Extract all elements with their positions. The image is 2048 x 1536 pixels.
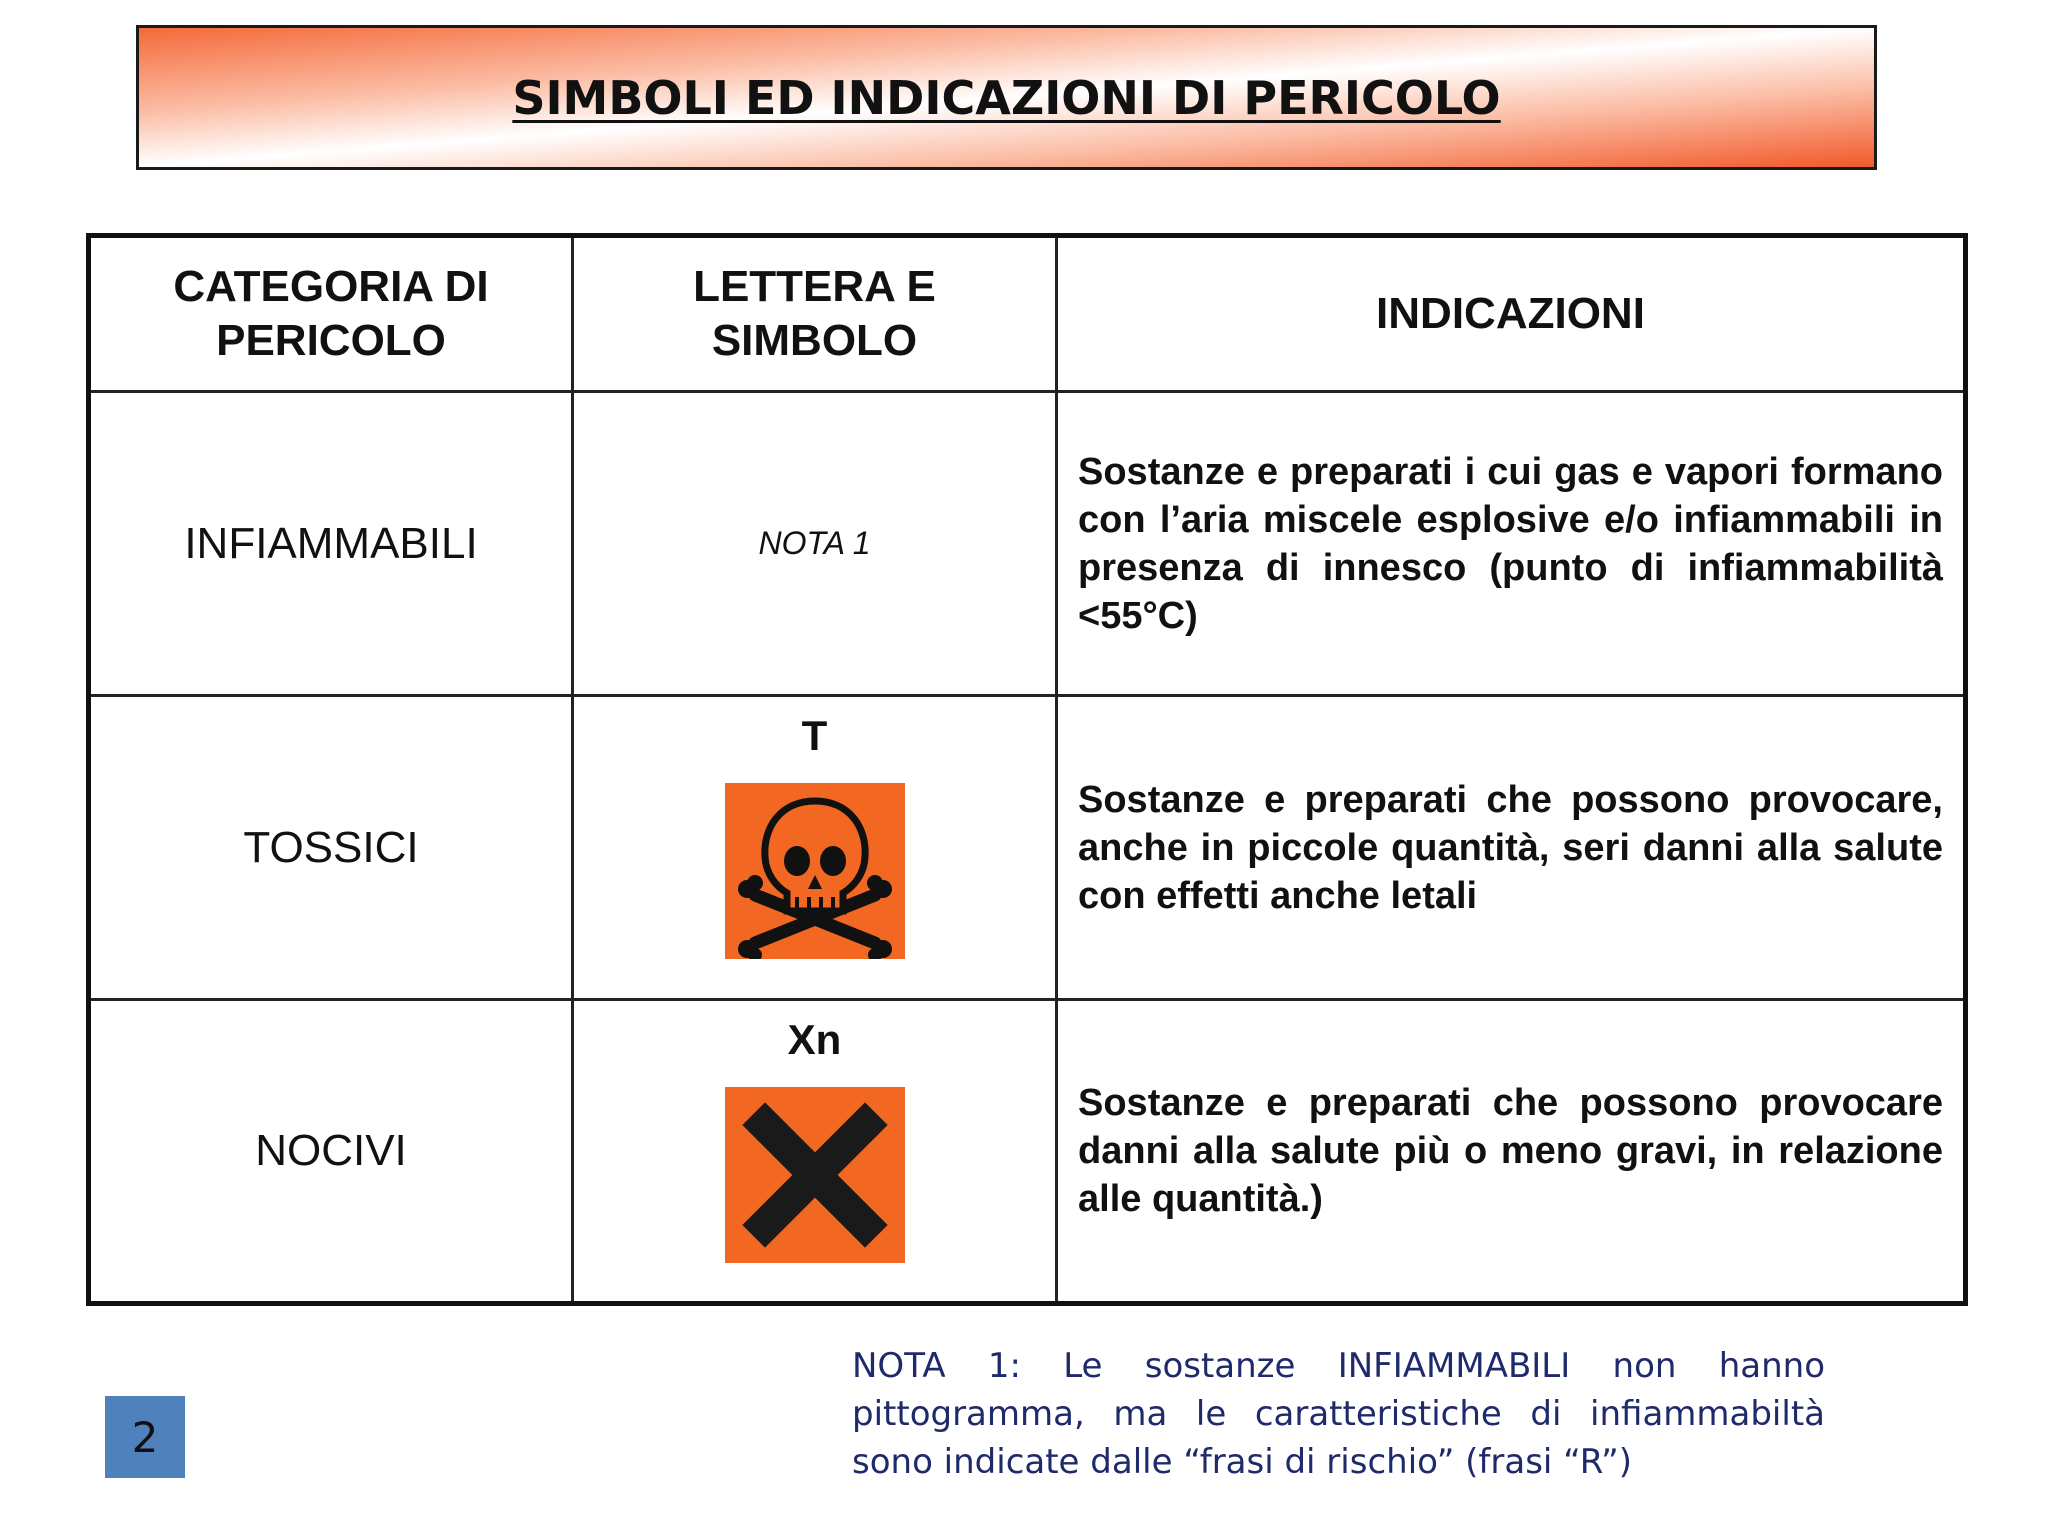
- header-indications: INDICAZIONI: [1057, 236, 1966, 392]
- indication-text: Sostanze e preparati che possono provocare danni alla salute più o meno gravi, in relazione alle quantità.): [1078, 1082, 1943, 1220]
- header-symbol: LETTERA E SIMBOLO: [573, 236, 1057, 392]
- symbol-cell: [573, 1000, 1057, 1304]
- indication-text: Sostanze e preparati che possono provocare, anche in piccole quantità, seri danni alla salute con effetti anche letali: [1078, 778, 1943, 917]
- nota-reference: NOTA 1: [758, 525, 871, 561]
- footnote: NOTA 1: Le sostanze INFIAMMABILI non hanno pittogramma, ma le caratteristiche di infiammabiltà sono indicate dalle “frasi di rischio” (frasi “R”): [852, 1346, 1825, 1482]
- category-cell: NOCIVI: [89, 1000, 573, 1304]
- table-header-row: [89, 236, 1966, 392]
- table-row-infiammabili: [89, 392, 1966, 696]
- hazard-letter: Xn: [787, 1016, 842, 1063]
- hazard-letter: T: [801, 712, 828, 759]
- page-number-badge: 2: [105, 1396, 185, 1478]
- page-title: SIMBOLI ED INDICAZIONI DI PERICOLO: [512, 70, 1501, 125]
- hazard-table: [86, 233, 1968, 1306]
- table-row-tossici: [89, 696, 1966, 1000]
- category-cell: INFIAMMABILI: [89, 392, 573, 696]
- indication-cell: [1057, 392, 1966, 696]
- header-category: CATEGORIA DI PERICOLO: [89, 236, 573, 392]
- skull-crossbones-icon: [725, 783, 905, 959]
- symbol-cell: [573, 392, 1057, 696]
- indication-cell: [1057, 696, 1966, 1000]
- category-cell: TOSSICI: [89, 696, 573, 1000]
- table-row-nocivi: [89, 1000, 1966, 1304]
- indication-cell: [1057, 1000, 1966, 1304]
- indication-text: Sostanze e preparati i cui gas e vapori formano con l’aria miscele esplosive e/o infiammabili in presenza di innesco (punto di infiammabilità <55°C): [1078, 450, 1943, 637]
- x-cross-icon: [725, 1087, 905, 1263]
- symbol-cell: [573, 696, 1057, 1000]
- title-banner: [136, 25, 1877, 170]
